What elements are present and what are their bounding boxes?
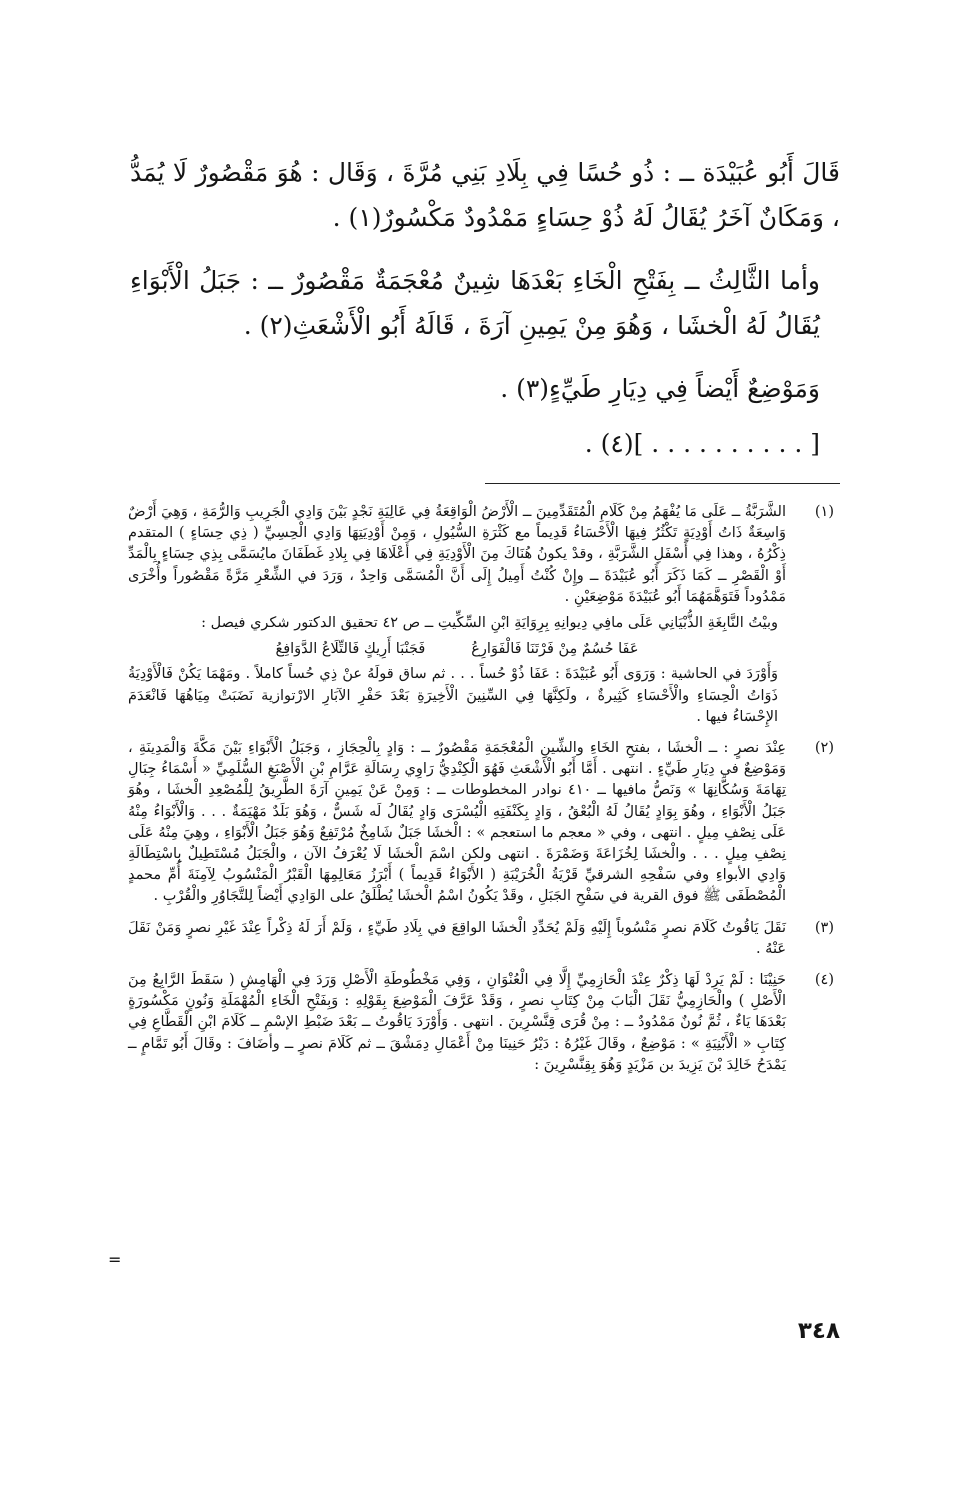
footnote-number: (١): [814, 504, 834, 520]
footnote-separator: [485, 483, 840, 484]
footnote-subparagraph: وبيْتُ النَّابِغَةِ الذُّبْيَانِي عَلَى مافِي دِيوانِهِ بِرِوَايَةِ ابْنِ السِّكِّيتِ ــ ص ٤٢ تحقيق الدكتور شكري فيصل :: [201, 615, 778, 632]
footnote-1: [128, 502, 840, 733]
verse-hemistich-2: فَجَنْبَا أَرِيكٍ فَالتِّلَاعُ الدَّوَافِعُ: [275, 641, 426, 658]
footnote-number: (٢): [814, 740, 834, 757]
main-text: [130, 150, 840, 484]
page-number: ٣٤٨: [797, 1318, 840, 1344]
poetry-verse: [128, 639, 786, 660]
footnote-text: عِنْدَ نصرٍ : ــ الْخشَا ، بفتحِ الخَاءِ والشِّينِ الْمُعْجَمَةِ مَقْصُورٌ ــ : وَادٍ بِالْحِجَازِ ، وَجَبَلُ الْأَبْوَاءِ بَيْنَ مَكَّةَ وَالْمَدِينَةِ ، وَمَوْضِعٌ في دِيَارِ طَيِّءٍ . انتهى . أَمَّا أَبُو الْأَشْعَثِ فَهُوَ الْكِنْدِيُّ رَاوِي رِسَالَةِ عَرَّامِ بْنِ الْأَصْبَغِ السُّلَمِيِّ « أَسْمَاءُ جِبَالِ تِهَامَةَ وَسُكَّانِهَا » وَنَصُّ مافيها ــ ٤١٠ نوادر المخطوطات ــ : وَمِنْ عَنْ يَمِينِ آرَةَ الطَّرِيقُ لِلْمُصْعِدِ الْخشَا ، وهُوَ جَبَلُ الْأَبْوَاءِ ، وهُوَ بِوَادٍ يُقَالُ لَهُ الْبُعْقُ ، وَادٍ بِكَنْفَتِهِ الْيُسْرَى وَادٍ يُقَالُ لَه شَسٌّ ، وَهُوَ بَلَدٌ مَهْيَمَةٌ . . . وَالْأَبْوَاءُ مِنْهُ عَلَى نِصْفِ مِيلٍ . انتهى ، وفي « معجم ما استعجم » : الْخشَا جَبَلٌ شَامِخٌ مُرْتَفِعٌ وَهُوَ جَبَلُ الْأَبْوَاءِ ، وهِيَ مِنْهُ عَلَى نِصْفِ مِيلٍ . . . والْخشَا لِخُزَاعَةَ وَضَمْرَةَ . انتهى ولكن اسْمَ الْخشَا لَا يُعْرَفُ الآن ، والْجَبَلُ مُسْتَطِيلٌ بِاسْتِطَالَةِ وَادِي الأبواءِ وفي سَفْحِهِ الشرقيِّ قَرْيَةُ الْخُرَيْبَةِ ( الأَبْوَاءُ قَدِيماً ) أَبْرَزُ مَعَالِمِهَا الْقَبْرُ الْمَنْسُوبُ لِآمِنَةَ أُمِّ محمدٍ الْمُصْطَفَى ﷺ فوق القرية في سَفْحِ الجَبَلِ ، وقَدْ يَكُونُ اسْمُ الْخشَا يُطْلَقُ على الوَادِي أَيْضاً لِلتَّجَاوُرِ والْقُرْبِ .: [128, 740, 787, 905]
footnote-number: (٣): [814, 919, 834, 936]
footnote-body: [128, 502, 786, 733]
footnote-body: [128, 970, 786, 1081]
footnote-3: [128, 918, 840, 965]
footnote-text: نَقَلَ يَاقُوتُ كَلَامَ نصرٍ مَنْسُوباً إِلَيْهِ وَلَمْ يُحَدِّدِ الْخشَا الواقِعَ في بِلَادِ طَيِّءٍ ، وَلَمْ أَرَ لَهُ ذِكْراً عِنْدَ غَيْرِ نصرٍ وَمَنْ نَقَلَ عَنْهُ .: [128, 919, 786, 957]
footnote-text: حَنِيْنَا : لَمْ يَرِدْ لَهَا ذِكْرٌ عِنْدَ الْحَازِمِيِّ إِلَّا فِي الْعُنْوَانِ ، وَفِي مَخْطُوطَةِ الْأَصْلِ وَرَدَ فِي الْهَامِشِ ( سَقَطَ الرَّابِعُ مِنَ الْأَصْلِ ) والْحَازِمِيُّ نَقَلَ الْبَابَ مِنْ كِتَابِ نصرٍ ، وَقَدْ عَرَّفَ الْمَوْضِعَ بِقَوْلِهِ : وَبِفَتْحِ الْخَاءِ الْمُهْمَلَةِ وَنُونٍ مَكْسُورَةٍ بَعْدَهَا يَاءٌ ، ثُمَّ نُونٌ مَمْدُودٌ ــ : مِنْ قُرَى قِنَّسْرِينَ . انتهى . وَأَوْرَدَ يَاقُوتُ ــ بَعْدَ ضَبْطِ الإسْمِ ــ كَلَامَ ابْنِ الْقَطَّاعِ فِي كِتَابِ « الْأَبْنِيَةِ » : مَوْضِعٌ ، وقَالَ غَيْرُهُ : دَيْرُ حَنِينَا مِنْ أَعْمَالِ دِمَشْقَ ــ ثم كَلَامَ نصرٍ ــ وأضَافَ : وقَالَ أَبُو تَمَّامٍ ــ يَمْدَحُ خَالِدَ بْنَ يَزِيدَ بن مَزْيَدٍ وَهُوَ بِقِنَّسْرِينَ :: [128, 972, 786, 1073]
footnote-2: [128, 738, 840, 913]
verse-hemistich-1: عَفَا حُسُمٌ مِنْ فَرْتَنَا فَالْفَوَارِعُ: [471, 641, 639, 658]
main-paragraph-1: قَالَ أَبُو عُبَيْدَة ــ : ذُو حُسًا فِي بِلَادِ بَنِي مُرَّةَ ، وَقَال : هُوَ مَقْصُورٌ لَا يُمَدُّ ، وَمَكَانٌ آخَرُ يُقَالُ لَهُ ذُوْ حِسَاءٍ مَمْدُودٌ مَكْسُورٌ(١) .: [130, 158, 840, 232]
footnote-text: الشَّرَبَّةُ ــ عَلَى مَا يُفْهَمُ مِنْ كَلَامِ الْمُتَقَدِّمِينَ ــ الْأَرْضُ الْوَاقِعَةُ فِي عَالِيَةِ نَجْدٍ بَيْنَ وَادِي الْجَرِيبِ وَالرُّمَةِ ، وَهِيَ أَرْضٌ وَاسِعَةٌ ذَاتُ أَوْدِيَةٍ تَكْثُرُ فِيهَا الْأَحْسَاءُ قَدِيماً مع كَثْرَةِ السُّيُولِ ، وَمِنْ أَوْدِيَتِهَا وَادِي الْحِسِيِّ ( ذِي حِسَاءٍ ) المتقدم ذِكْرُهُ ، وهذا فِي أَسْفَلِ الشَّرَبَّةِ ، وقدْ يكونُ هُنَاكَ مِنَ الْأَوْدِيَةِ فِي أَعْلَاهَا فِي بِلادِ غَطَفَانَ مايُسَمَّى بِذِي حِسَاءٍ بِالْمَدِّ أَوْ الْقَصْرِ ــ كَمَا ذَكَرَ أَبُو عُبَيْدَةَ ــ وإِنْ كُنْتُ أَمِيلُ إِلَى أَنَّ الْمُسَمَّى وَاحِدٌ ، وَرَدَ في الشِّعْرِ مَرَّةً مَقْصُوراً وأُخْرَى مَمْدُوداً فَتَوَهَّمَهُمَا أَبُو عُبَيْدَةَ مَوْضِعَيْنِ .: [128, 504, 786, 605]
footnote-4: [128, 970, 840, 1081]
continuation-mark: =: [108, 1250, 122, 1269]
main-paragraph-2: وأما الثَّالِثُ ــ بِفَتْحِ الْخَاءِ بَعْدَهَا شِينٌ مُعْجَمَةٌ مَقْصُورٌ ــ : جَبَلُ الْأَبْوَاءِ يُقَالُ لَهُ الْخشَا ، وَهُوَ مِنْ يَمِينِ آرَةَ ، قَالَهُ أَبُو الْأَشْعَثِ(٢) .: [130, 266, 820, 340]
main-paragraph-3: وَمَوْضِعٌ أَيْضاً فِي دِيَارِ طَيِّءٍ(٣) .: [500, 374, 820, 403]
footnote-subparagraph: وَأَوْرَدَ في الحاشية : وَرَوَى أَبُو عُبَيْدَةَ : عَفَا ذُوْ حُساً . . . ثم ساق قولَهُ عنْ ذِي حُساً كاملاً . ومَهْمَا يَكُنْ فَالْأَوْدِيَةُ ذَوَاتُ الْحِسَاءِ والْأَحْسَاءِ كَثِيرةٌ ، ولَكِنَّهَا فِي السِّنِينَ الْأَخِيرَةِ بَعْدَ حَفْرِ الآبَارِ الارْتوازية نَضَبَتْ مِيَاهُهَا فَانْعَدَمَ الإِحْسَاءُ فيها .: [128, 666, 778, 725]
main-paragraph-4: [ . . . . . . . . . . ](٤) .: [584, 429, 820, 458]
footnote-body: [128, 918, 786, 965]
footnotes: [128, 502, 840, 1086]
footnote-number: (٤): [814, 972, 834, 989]
footnote-body: [128, 738, 786, 913]
